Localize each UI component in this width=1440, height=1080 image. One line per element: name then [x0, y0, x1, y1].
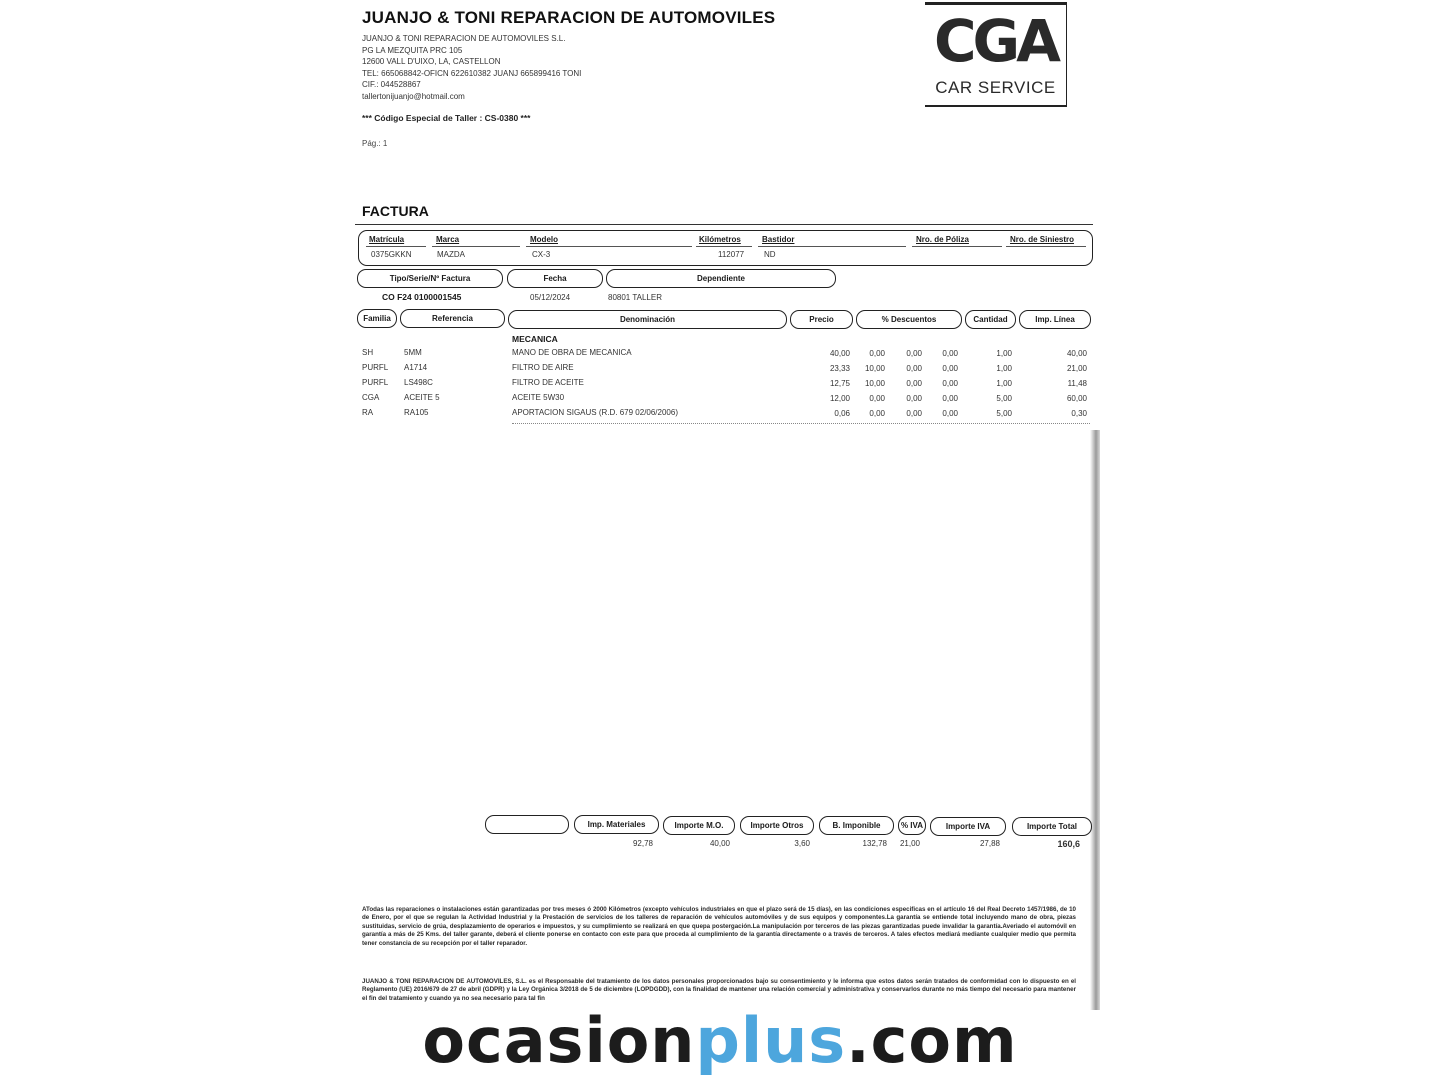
row-precio: 12,75: [829, 379, 850, 388]
totals-materiales: 92,78: [632, 839, 653, 848]
row-familia: PURFL: [362, 363, 389, 372]
vehicle-underline: [758, 246, 906, 247]
ocasionplus-watermark: [0, 1005, 1440, 1077]
totals-mo: 40,00: [709, 839, 730, 848]
row-descuento-2: 0,00: [906, 349, 922, 358]
invoice-dependiente-header: Dependiente: [606, 269, 836, 288]
row-descuento-2: 0,00: [906, 409, 922, 418]
vehicle-marca: MAZDA: [437, 250, 465, 259]
vehicle-bastidor: ND: [764, 250, 776, 259]
vehicle-underline: [912, 246, 1002, 247]
row-referencia: RA105: [404, 408, 429, 417]
vehicle-underline: [432, 246, 520, 247]
row-importe: 60,00: [1066, 394, 1087, 403]
vehicle-kilometros: 112077: [718, 250, 745, 259]
invoice-number-header: Tipo/Serie/Nº Factura: [357, 269, 503, 288]
row-familia: RA: [362, 408, 374, 417]
totals-header-materiales: Imp. Materiales: [574, 815, 659, 834]
vehicle-underline: [1006, 246, 1086, 247]
page-number: Pág.: 1: [362, 139, 388, 148]
row-cantidad: 1,00: [996, 364, 1012, 373]
row-descuento-3: 0,00: [942, 364, 958, 373]
row-descuento-2: 0,00: [906, 364, 922, 373]
company-city-line: 12600 VALL D'UIXO, LA, CASTELLON: [362, 57, 501, 66]
row-descuento-3: 0,00: [942, 409, 958, 418]
row-precio: 12,00: [829, 394, 850, 403]
row-denominacion: ACEITE 5W30: [512, 393, 565, 402]
column-familia: Familia: [357, 309, 397, 328]
company-cif-line: CIF.: 044528867: [362, 80, 421, 89]
totals-iva-pct: 21,00: [899, 839, 920, 848]
logo-subtitle: CAR SERVICE: [935, 78, 1056, 97]
row-cantidad: 5,00: [996, 409, 1012, 418]
totals-header-otros: Importe Otros: [740, 816, 814, 835]
row-descuento-1: 0,00: [869, 409, 885, 418]
vehicle-header-siniestro: Nro. de Siniestro: [1010, 235, 1075, 244]
row-referencia: LS498C: [404, 378, 433, 387]
totals-header-iva: Importe IVA: [930, 817, 1006, 836]
special-code: *** Código Especial de Taller : CS-0380 ***: [362, 113, 531, 123]
vehicle-header-poliza: Nro. de Póliza: [916, 235, 969, 244]
privacy-text: JUANJO & TONI REPARACION DE AUTOMOVILES, S.L. es el Responsable del tratamiento de los datos personales proporcionados bajo su consentimiento y le informa que estos datos serán tratados de conformidad con lo dispuesto en el Reglamento (UE) 2016/679 de 27 de abril (GDPR) y la Ley Orgánica 3/2018 de 5 de diciembre (LOPDGDD), con la finalidad de mantener una relación comercial y administrativa y conservarlos durante no más tiempo del necesario para mantener el fin del tratamiento y cuando ya no sea necesario para tal fin: [362, 978, 1076, 1002]
logo-mark: CGA: [933, 7, 1058, 75]
row-referencia: ACEITE 5: [404, 393, 440, 402]
row-cantidad: 1,00: [996, 349, 1012, 358]
title-divider: [355, 224, 1093, 225]
document-title: FACTURA: [362, 203, 429, 219]
page-edge-shadow: [1090, 430, 1100, 1010]
row-referencia: 5MM: [404, 348, 422, 357]
cga-logo: [925, 2, 1067, 107]
row-denominacion: APORTACION SIGAUS (R.D. 679 02/06/2006): [512, 408, 678, 417]
column-imp-linea: Imp. Línea: [1019, 310, 1091, 329]
company-name-line: JUANJO & TONI REPARACION DE AUTOMOVILES S.L.: [362, 34, 566, 43]
row-descuento-3: 0,00: [942, 394, 958, 403]
row-familia: CGA: [362, 393, 380, 402]
column-denominacion: Denominación: [508, 310, 787, 329]
totals-empty-box: [485, 815, 569, 834]
row-descuento-1: 0,00: [869, 394, 885, 403]
vehicle-underline: [366, 246, 426, 247]
brand-part-plus: plus: [695, 1004, 847, 1077]
company-details: [362, 33, 581, 102]
totals-iva: 27,88: [979, 839, 1000, 848]
totals-total: 160,6: [1057, 839, 1080, 849]
company-phone-line: TEL: 665068842-OFICN 622610382 JUANJ 665899416 TONI: [362, 68, 582, 78]
invoice-date: 05/12/2024: [530, 293, 571, 302]
row-importe: 0,30: [1071, 409, 1087, 418]
row-precio: 40,00: [829, 349, 850, 358]
column-cantidad: Cantidad: [965, 310, 1016, 329]
invoice-date-header: Fecha: [507, 269, 603, 288]
row-precio: 23,33: [829, 364, 850, 373]
row-precio: 0,06: [834, 409, 850, 418]
company-address-line: PG LA MEZQUITA PRC 105: [362, 45, 463, 55]
row-cantidad: 5,00: [996, 394, 1012, 403]
invoice-dependiente: 80801 TALLER: [608, 293, 662, 302]
vehicle-underline: [526, 246, 692, 247]
row-descuento-2: 0,00: [906, 394, 922, 403]
row-descuento-2: 0,00: [906, 379, 922, 388]
row-referencia: A1714: [404, 363, 428, 372]
totals-otros: 3,60: [794, 839, 810, 848]
brand-part-com: .com: [846, 1004, 1018, 1077]
row-familia: SH: [362, 348, 374, 357]
vehicle-header-kilometros: Kilómetros: [699, 235, 741, 244]
column-precio: Precio: [790, 310, 853, 329]
row-descuento-1: 0,00: [869, 349, 885, 358]
vehicle-header-marca: Marca: [436, 235, 460, 244]
row-importe: 21,00: [1066, 364, 1087, 373]
company-title: JUANJO & TONI REPARACION DE AUTOMOVILES: [362, 8, 776, 27]
row-denominacion: FILTRO DE AIRE: [512, 363, 574, 372]
row-familia: PURFL: [362, 378, 389, 387]
row-denominacion: FILTRO DE ACEITE: [512, 378, 584, 387]
column-referencia: Referencia: [400, 309, 505, 328]
row-descuento-3: 0,00: [942, 379, 958, 388]
totals-header-mo: Importe M.O.: [663, 816, 735, 835]
vehicle-header-modelo: Modelo: [530, 235, 558, 244]
row-importe: 40,00: [1066, 349, 1087, 358]
section-mecanica: MECANICA: [512, 334, 558, 344]
row-cantidad: 1,00: [996, 379, 1012, 388]
column-descuentos: % Descuentos: [856, 310, 962, 329]
totals-header-base: B. Imponible: [819, 816, 894, 835]
row-importe: 11,48: [1067, 379, 1087, 388]
vehicle-matricula: 0375GKKN: [371, 250, 412, 259]
totals-header-total: Importe Total: [1012, 817, 1092, 836]
vehicle-underline: [696, 246, 752, 247]
row-descuento-3: 0,00: [942, 349, 958, 358]
row-denominacion: MANO DE OBRA DE MECANICA: [512, 348, 632, 357]
vehicle-modelo: CX-3: [532, 250, 551, 259]
warranty-text: ATodas las reparaciones o instalaciones están garantizadas por tres meses ó 2000 Kilómetros (excepto vehículos industriales en que el plazo será de 15 días), en las condiciones especificas en el artículo 16 del Real Decreto 1457/1986, de 10 de Enero, por el que se regulan la Actividad Industrial y la Prestación de servicios de los talleres de reparación de vehículos automóviles y de sus equipos y componentes.La garantía se entiende total incluyendo mano de obra, piezas sustituidas, servicio de grúa, desplazamiento de operarios e impuestos, y su cumplimiento se realizará en que quepa postergación.La manipulación por terceros de las piezas garantizadas puede invalidar la garantía.Averiado el automóvil en garantía a más de 25 Kms. del taller garante, deberá el cliente ponerse en contacto con este para que proceda al cumplimiento de la garantía directamente o a través de terceros. A tales efectos mediará mediante cualquier medio que permita tener constancia de su recepción por el taller reparador.: [362, 906, 1076, 947]
invoice-sheet: [350, 0, 1100, 1010]
row-descuento-1: 10,00: [864, 379, 885, 388]
vehicle-header-bastidor: Bastidor: [762, 235, 795, 244]
row-descuento-1: 10,00: [864, 364, 885, 373]
vehicle-header-matricula: Matrícula: [369, 235, 405, 244]
totals-header-iva-pct: % IVA: [898, 816, 926, 835]
company-email-line: tallertonijuanjo@hotmail.com: [362, 91, 465, 101]
table-end-dotted-line: [512, 423, 1090, 424]
totals-base: 132,78: [862, 839, 887, 848]
invoice-number: CO F24 0100001545: [382, 292, 462, 302]
brand-part-ocasion: ocasion: [422, 1004, 696, 1077]
